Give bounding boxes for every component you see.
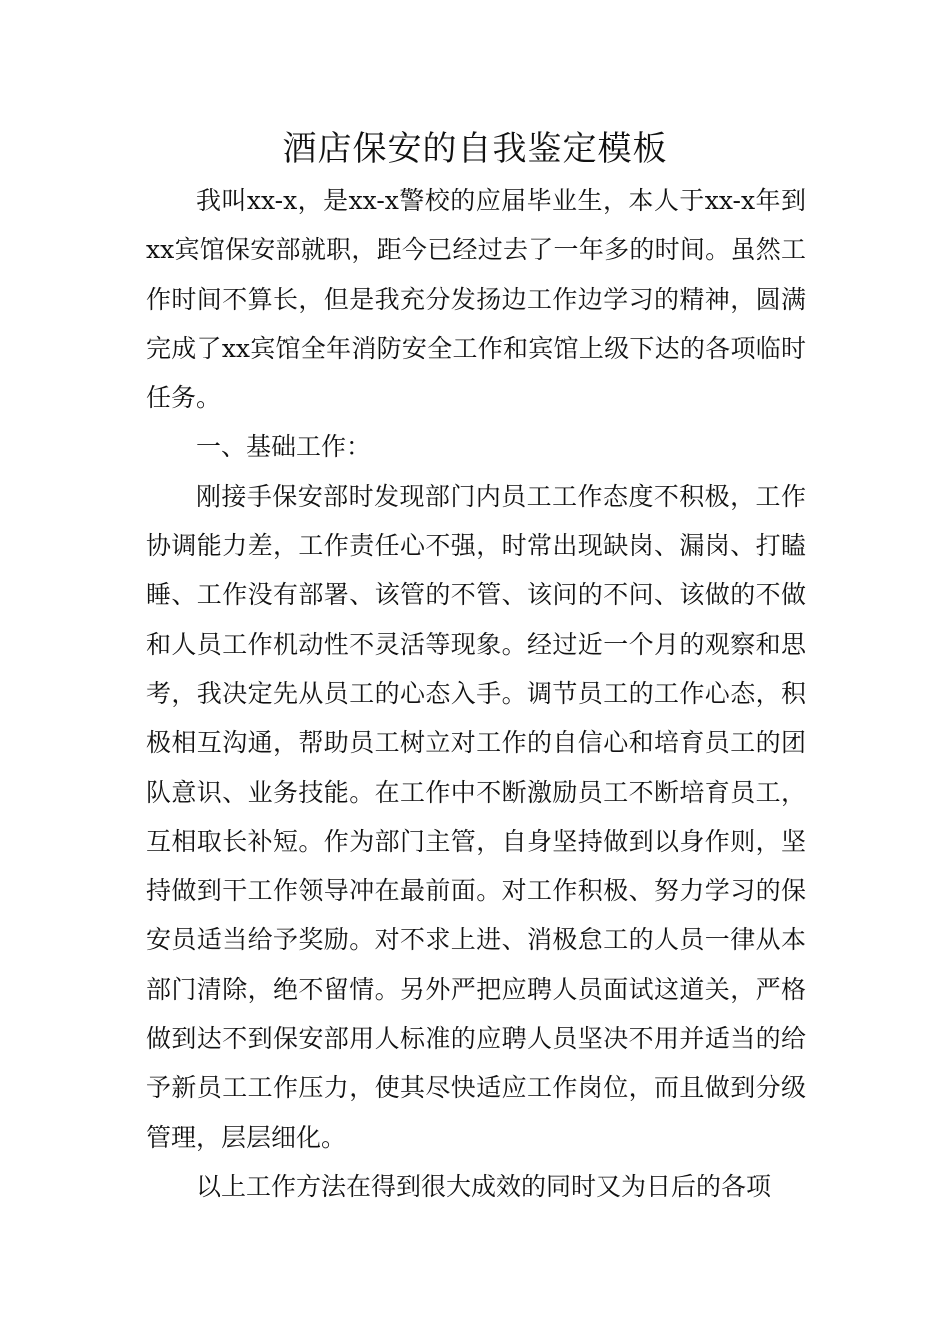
document-title: 酒店保安的自我鉴定模板 — [282, 129, 668, 169]
section-heading-basic-work: 一、基础工作： — [196, 432, 372, 462]
paragraph-results: 以上工作方法在得到很大成效的同时又为日后的各项 — [196, 1171, 772, 1201]
document-body — [146, 176, 806, 1211]
paragraph-intro: 我叫xx-x，是xx-x警校的应届毕业生，本人于xx-x年到xx宾馆保安部就职，距今已经过去了一年多的时间。虽然工作时间不算长，但是我充分发扬边工作边学习的精神，圆满完成了xx宾馆全年消防安全工作和宾馆上级下达的各项临时任务。 — [146, 186, 806, 413]
paragraph-basic-work: 刚接手保安部时发现部门内员工工作态度不积极，工作协调能力差，工作责任心不强，时常出现缺岗、漏岗、打瞌睡、工作没有部署、该管的不管、该问的不问、该做的不做和人员工作机动性不灵活等现象。经过近一个月的观察和思考，我决定先从员工的心态入手。调节员工的工作心态，积极相互沟通，帮助员工树立对工作的自信心和培育员工的团队意识、业务技能。在工作中不断激励员工不断培育员工，互相取长补短。作为部门主管，自身坚持做到以身作则，坚持做到干工作领导冲在最前面。对工作积极、努力学习的保安员适当给予奖励。对不求上进、消极怠工的人员一律从本部门清除，绝不留情。另外严把应聘人员面试这道关，严格做到达不到保安部用人标准的应聘人员坚决不用并适当的给予新员工工作压力，使其尽快适应工作岗位，而且做到分级管理，层层细化。 — [146, 481, 806, 1152]
